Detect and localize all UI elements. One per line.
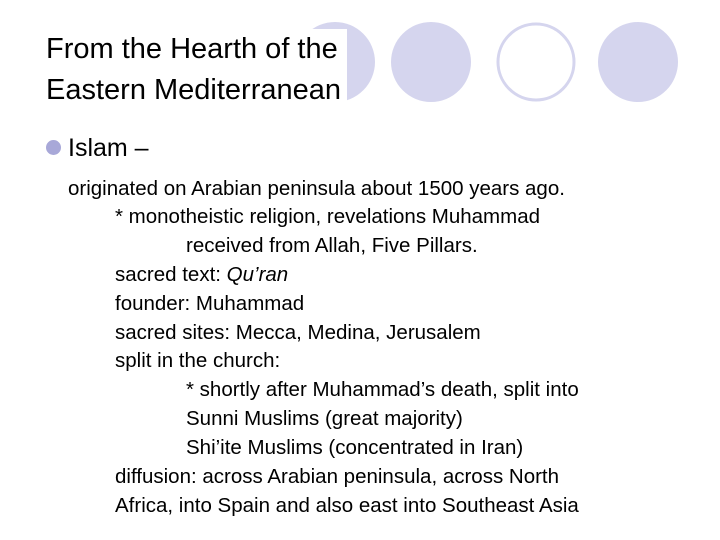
line-beliefs-1: * monotheistic religion, revelations Muhammad: [115, 205, 541, 228]
line-founder: founder: Muhammad: [115, 292, 305, 315]
bullet-item-islam: [46, 133, 149, 163]
sacred-text-label: sacred text:: [115, 263, 227, 286]
line-diffusion-1: diffusion: across Arabian peninsula, across North: [115, 465, 560, 488]
line-split-1: * shortly after Muhammad’s death, split into: [186, 378, 579, 401]
line-beliefs-2: received from Allah, Five Pillars.: [186, 234, 478, 257]
circle-2: [391, 22, 471, 102]
line-split: split in the church:: [115, 349, 281, 372]
circle-3: [498, 24, 574, 100]
line-diffusion-2: Africa, into Spain and also east into Southeast Asia: [115, 494, 579, 517]
title-line-2: Eastern Mediterranean: [46, 74, 341, 106]
line-sacred-sites: sacred sites: Mecca, Medina, Jerusalem: [115, 321, 481, 344]
slide-title: [46, 29, 347, 111]
circle-4: [598, 22, 678, 102]
line-split-3: Shi’ite Muslims (concentrated in Iran): [186, 436, 524, 459]
sacred-text-value: Qu’ran: [226, 263, 289, 286]
bullet-dot-icon: [46, 140, 61, 155]
line-split-2: Sunni Muslims (great majority): [186, 407, 463, 430]
title-line-1: From the Hearth of the: [46, 33, 338, 65]
bullet-label: Islam –: [68, 134, 149, 162]
line-origin: originated on Arabian peninsula about 1500 years ago.: [68, 177, 565, 200]
line-sacred-text: [115, 261, 720, 288]
